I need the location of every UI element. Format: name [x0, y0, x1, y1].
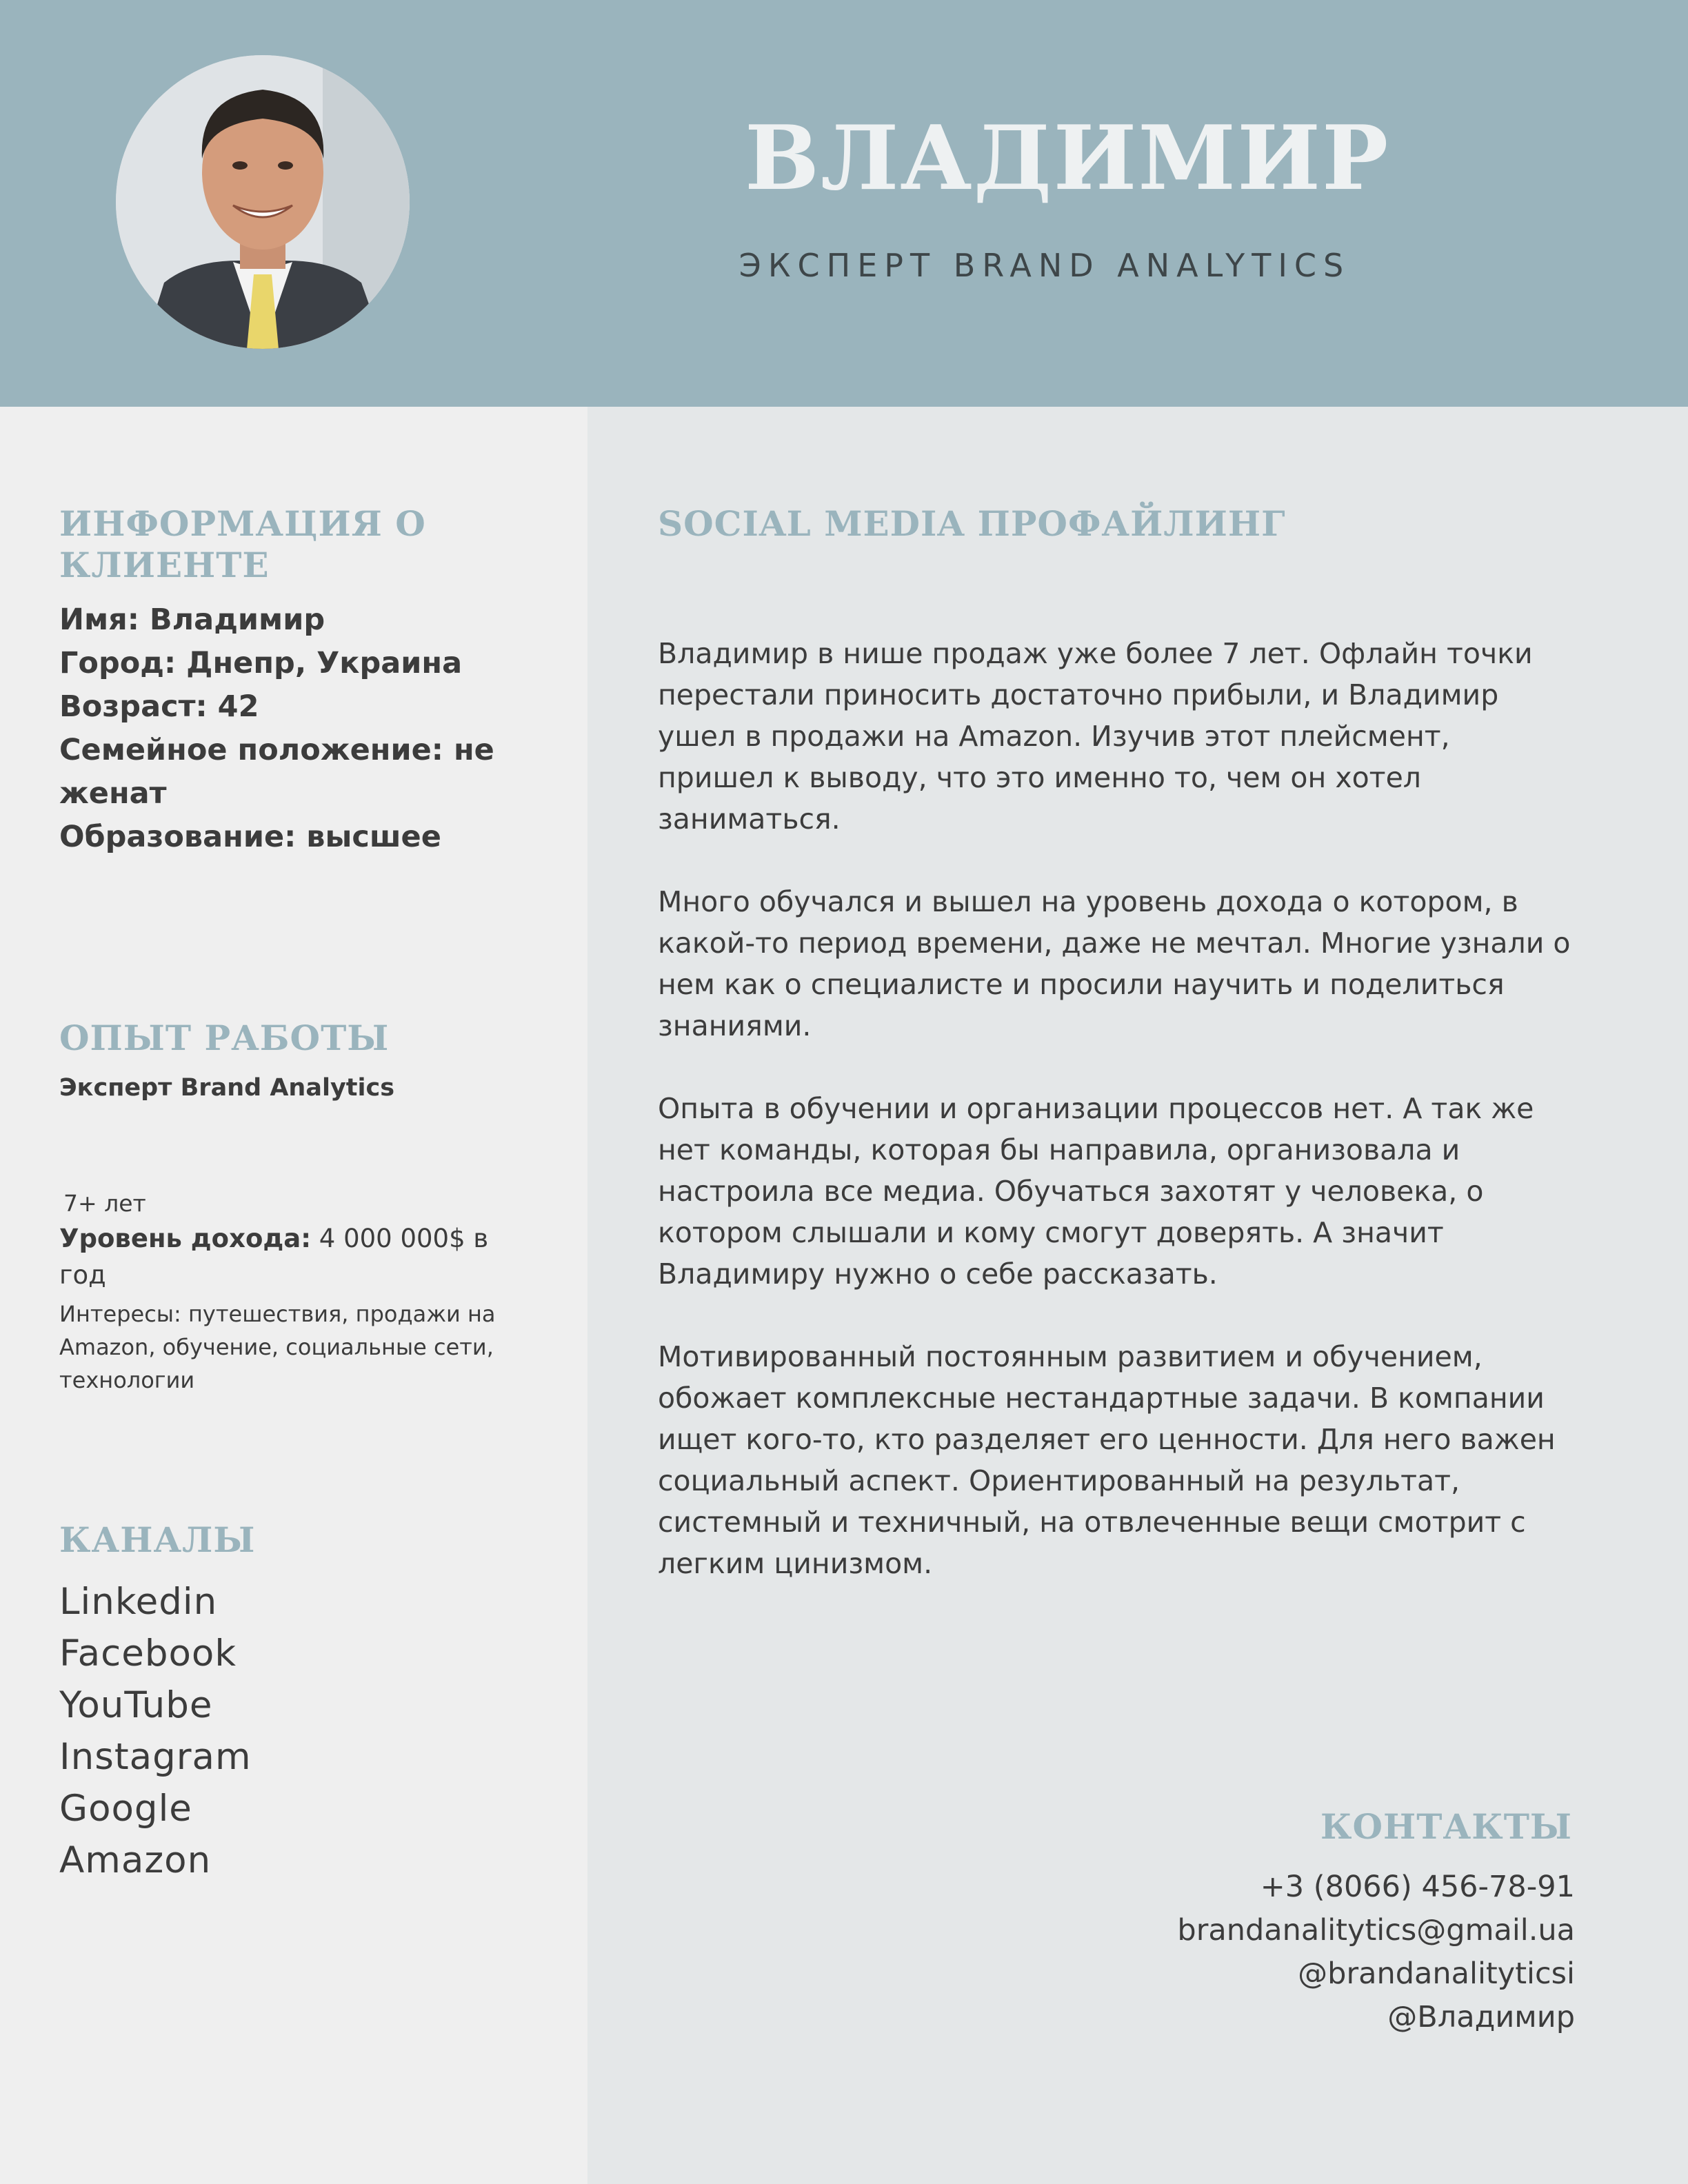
income-line [59, 1220, 501, 1293]
experience-role: Эксперт Brand Analytics [59, 1074, 395, 1102]
profiling-paragraph: Много обучался и вышел на уровень дохода о котором, в какой-то период времени, даже не мечтал. Многие узнали о нем как о специалисте и просили научить и поделиться знаниями. [658, 885, 1571, 1042]
info-city: Город: Днепр, Украина [59, 646, 463, 680]
channel-amazon: Amazon [59, 1839, 212, 1881]
experience-years: 7+ лет [63, 1190, 146, 1217]
income-value: 4 000 000$ в год [59, 1224, 489, 1290]
channels-list [59, 1576, 252, 1886]
contact-nickname[interactable]: @Владимир [1387, 2000, 1575, 2034]
client-info-list [59, 598, 542, 859]
channel-linkedin: Linkedin [59, 1581, 218, 1623]
interests-text: Интересы: путешествия, продажи на Amazon, обучение, социальные сети, технологии [59, 1301, 496, 1393]
info-education: Образование: высшее [59, 820, 441, 854]
contact-email[interactable]: brandanalitytics@gmail.ua [1177, 1913, 1575, 1948]
avatar [116, 55, 410, 349]
profiling-paragraph: Владимир в нише продаж уже более 7 лет. Офлайн точки перестали приносить достаточно прибыли, и Владимир ушел в продажи на Amazon. Изучив этот плейсмент, пришел к выводу, что это именно то, чем он хотел заниматься. [658, 637, 1533, 836]
contact-handle[interactable]: @brandanalityticsi [1298, 1957, 1575, 1991]
contacts-block [1177, 1866, 1575, 2039]
profiling-title: SOCIAL MEDIA ПРОФАЙЛИНГ [658, 503, 1286, 544]
info-name: Имя: Владимир [59, 603, 325, 637]
income-label: Уровень дохода: [59, 1224, 312, 1253]
header-banner [0, 0, 1688, 407]
info-age: Возраст: 42 [59, 689, 259, 724]
channel-google: Google [59, 1788, 192, 1830]
person-name: ВЛАДИМИР [745, 107, 1390, 210]
channel-youtube: YouTube [59, 1684, 213, 1726]
client-info-title: ИНФОРМАЦИЯ О КЛИЕНТЕ [59, 503, 426, 585]
profiling-paragraph: Опыта в обучении и организации процессов нет. А так же нет команды, которая бы направила, организовала и настроила все медиа. Обучаться захотят у человека, о котором слышали и кому смогут доверять. А значит Владимиру нужно о себе рассказать. [658, 1092, 1534, 1291]
profiling-paragraph: Мотивированный постоянным развитием и обучением, обожает комплексные нестандартные задачи. В компании ищет кого-то, кто разделяет его ценности. Для него важен социальный аспект. Ориентированный на результат, системный и техничный, на отвлеченные вещи смотрит с легким цинизмом. [658, 1340, 1556, 1580]
portrait-photo [116, 55, 410, 349]
person-role: ЭКСПЕРТ BRAND ANALYTICS [738, 247, 1351, 284]
info-marital-status: Семейное положение: не женат [59, 733, 494, 811]
channel-facebook: Facebook [59, 1632, 237, 1675]
channel-instagram: Instagram [59, 1736, 252, 1778]
contact-phone[interactable]: +3 (8066) 456-78-91 [1260, 1870, 1575, 1904]
experience-title: ОПЫТ РАБОТЫ [59, 1018, 390, 1058]
contacts-title: КОНТАКТЫ [1320, 1806, 1572, 1847]
profiling-text [658, 633, 1575, 1626]
channels-title: КАНАЛЫ [59, 1519, 256, 1560]
